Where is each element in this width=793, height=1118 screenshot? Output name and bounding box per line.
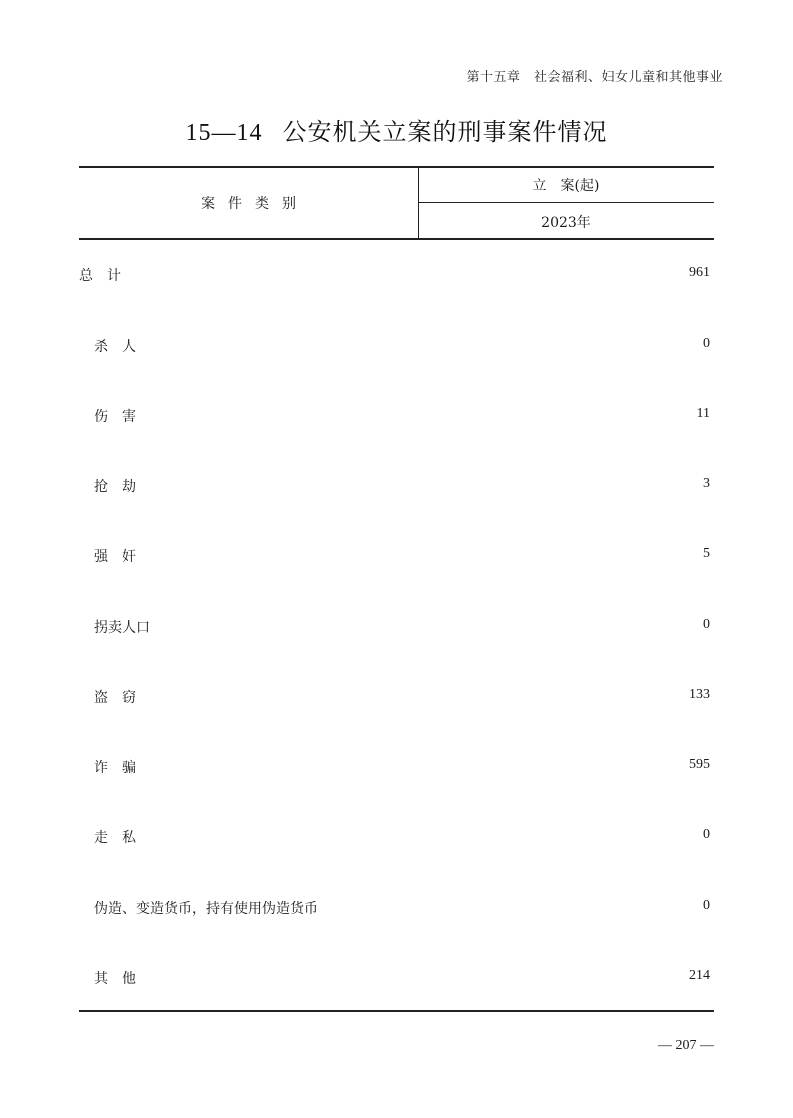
table-row bbox=[79, 898, 714, 922]
row-value: 11 bbox=[696, 406, 710, 421]
row-value: 0 bbox=[703, 336, 710, 351]
header-bottom-rule bbox=[79, 238, 714, 240]
table-row bbox=[79, 546, 714, 570]
table-row bbox=[79, 617, 714, 641]
table-bottom-rule bbox=[79, 1010, 714, 1012]
row-label: 抢劫 bbox=[94, 479, 150, 495]
table-row bbox=[79, 827, 714, 851]
row-label: 伪造、变造货币，持有使用伪造货币 bbox=[94, 901, 318, 917]
row-value: 5 bbox=[703, 546, 710, 561]
row-value: 961 bbox=[689, 265, 710, 280]
row-label: 强奸 bbox=[94, 549, 150, 565]
header-sub-rule bbox=[418, 202, 714, 203]
header-cases: 立 案(起) bbox=[532, 178, 600, 194]
table-row-total bbox=[79, 265, 714, 289]
table-row bbox=[79, 757, 714, 781]
table-row bbox=[79, 687, 714, 711]
row-label: 拐卖人口 bbox=[94, 620, 150, 636]
header-category: 案件类别 bbox=[201, 196, 309, 212]
row-label: 总计 bbox=[79, 268, 135, 284]
row-label: 其他 bbox=[94, 971, 150, 987]
row-value: 0 bbox=[703, 617, 710, 632]
running-header: 第十五章 社会福利、妇女儿童和其他事业 bbox=[466, 70, 723, 85]
table-number: 15—14 bbox=[185, 120, 263, 146]
row-value: 214 bbox=[689, 968, 710, 983]
table-top-rule bbox=[79, 166, 714, 168]
row-value: 595 bbox=[689, 757, 710, 772]
row-label: 伤害 bbox=[94, 409, 150, 425]
table-row bbox=[79, 406, 714, 430]
row-label: 杀人 bbox=[94, 339, 150, 355]
row-value: 0 bbox=[703, 827, 710, 842]
row-label: 走私 bbox=[94, 830, 150, 846]
table-title: 公安机关立案的刑事案件情况 bbox=[282, 118, 608, 146]
row-value: 0 bbox=[703, 898, 710, 913]
row-value: 3 bbox=[703, 476, 710, 491]
page-title bbox=[0, 112, 793, 147]
row-label: 诈骗 bbox=[94, 760, 150, 776]
table-row bbox=[79, 476, 714, 500]
table-row bbox=[79, 336, 714, 360]
page-number: — 207 — bbox=[658, 1038, 714, 1053]
table-row bbox=[79, 968, 714, 992]
row-label: 盗窃 bbox=[94, 690, 150, 706]
row-value: 133 bbox=[689, 687, 710, 702]
header-year: 2023年 bbox=[541, 215, 591, 231]
